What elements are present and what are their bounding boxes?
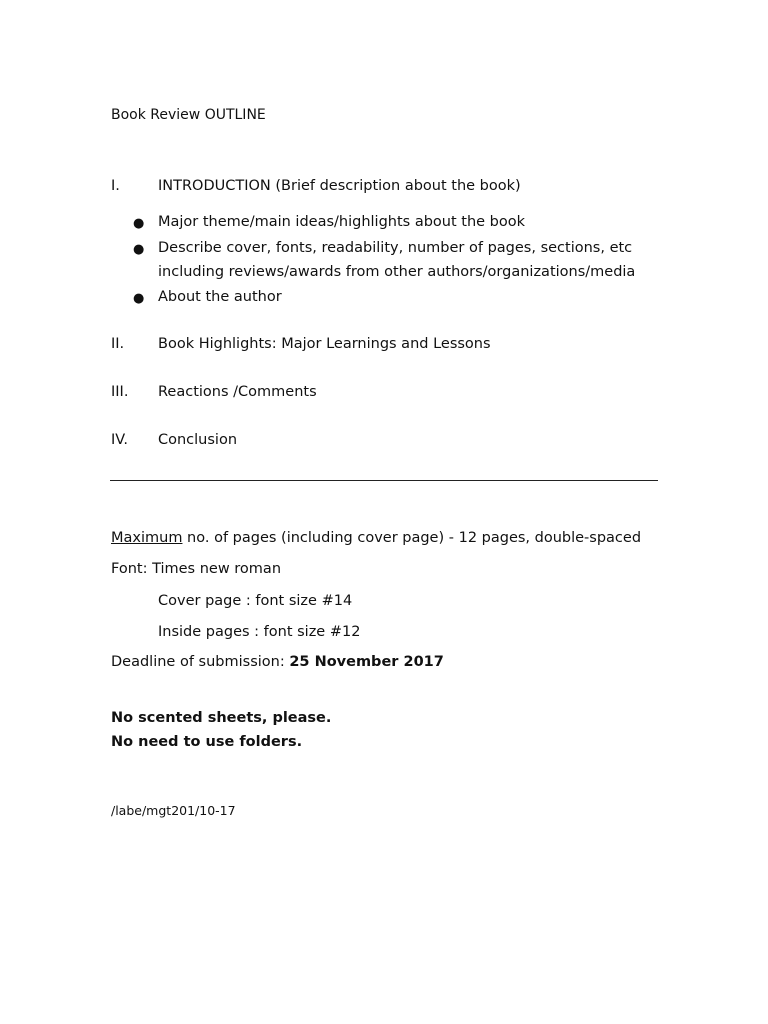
- note-no-folders: No need to use folders.: [111, 734, 303, 750]
- document-title: Book Review OUTLINE: [111, 107, 266, 123]
- bullet-item-2-line-1: Describe cover, fonts, readability, number of pages, sections, etc: [158, 240, 633, 256]
- bullet-marker-3: ●: [133, 291, 145, 306]
- section-heading-1: INTRODUCTION (Brief description about the book): [158, 178, 521, 194]
- deadline-line: [111, 654, 444, 670]
- deadline-label: Deadline of submission:: [111, 654, 290, 670]
- section-number-3: III.: [111, 384, 129, 400]
- max-pages-text: no. of pages (including cover page) - 12 pages, double-spaced: [182, 530, 642, 546]
- inside-pages-font: Inside pages : font size #12: [158, 624, 361, 640]
- max-pages-label: Maximum: [111, 530, 183, 546]
- section-heading-4: Conclusion: [158, 432, 238, 448]
- note-no-scented-sheets: No scented sheets, please.: [111, 710, 332, 726]
- section-number-2: II.: [111, 336, 125, 352]
- font-line: Font: Times new roman: [111, 561, 282, 577]
- bullet-marker-2: ●: [133, 242, 145, 257]
- deadline-value: 25 November 2017: [289, 654, 444, 670]
- cover-page-font: Cover page : font size #14: [158, 593, 353, 609]
- bullet-item-1: Major theme/main ideas/highlights about the book: [158, 214, 526, 230]
- horizontal-divider: [110, 480, 658, 481]
- section-number-4: IV.: [111, 432, 128, 448]
- bullet-item-2-line-2: including reviews/awards from other authors/organizations/media: [158, 264, 636, 280]
- document-reference-code: /labe/mgt201/10-17: [111, 803, 236, 818]
- max-pages-line: [111, 530, 641, 546]
- section-heading-3: Reactions /Comments: [158, 384, 317, 400]
- bullet-marker-1: ●: [133, 216, 145, 231]
- section-number-1: I.: [111, 178, 120, 194]
- bullet-item-3: About the author: [158, 289, 282, 305]
- section-heading-2: Book Highlights: Major Learnings and Lessons: [158, 336, 491, 352]
